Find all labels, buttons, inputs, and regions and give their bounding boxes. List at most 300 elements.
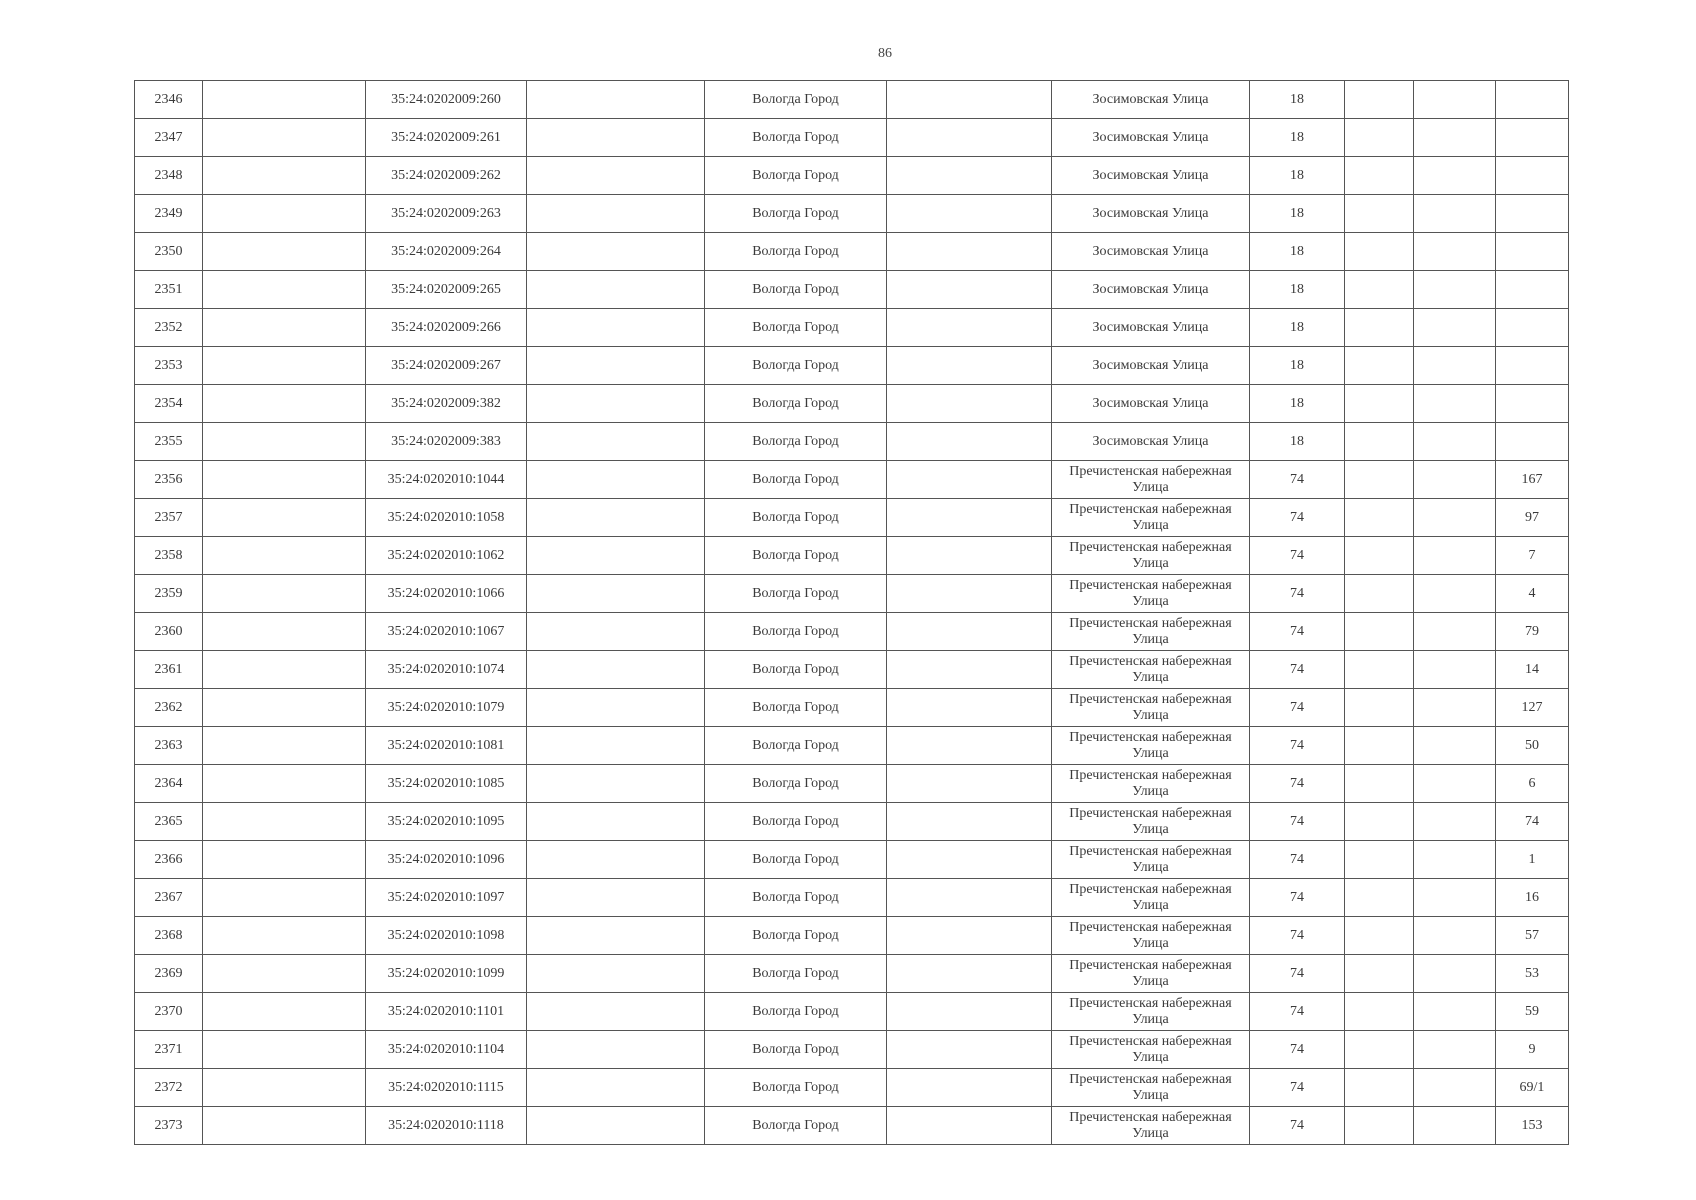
cadastral-number-cell: 35:24:0202009:260 [366, 81, 527, 119]
empty-cell [1345, 613, 1414, 651]
apartment-number-cell: 127 [1496, 689, 1569, 727]
table-row [135, 993, 1569, 1031]
city-cell: Вологда Город [705, 651, 887, 689]
empty-cell [1345, 271, 1414, 309]
table-row [135, 195, 1569, 233]
table-row [135, 233, 1569, 271]
empty-cell [203, 423, 366, 461]
empty-cell [1345, 993, 1414, 1031]
empty-cell [887, 119, 1052, 157]
apartment-number-cell: 9 [1496, 1031, 1569, 1069]
cadastral-number-cell: 35:24:0202010:1058 [366, 499, 527, 537]
house-number-cell: 74 [1250, 955, 1345, 993]
house-number-cell: 74 [1250, 993, 1345, 1031]
empty-cell [527, 613, 705, 651]
empty-cell [887, 1031, 1052, 1069]
empty-cell [203, 271, 366, 309]
city-cell: Вологда Город [705, 157, 887, 195]
empty-cell [203, 575, 366, 613]
house-number-cell: 74 [1250, 1031, 1345, 1069]
empty-cell [203, 537, 366, 575]
cadastral-number-cell: 35:24:0202009:264 [366, 233, 527, 271]
apartment-number-cell: 97 [1496, 499, 1569, 537]
city-cell: Вологда Город [705, 233, 887, 271]
empty-cell [203, 765, 366, 803]
row-number-cell: 2367 [135, 879, 203, 917]
page-number: 86 [878, 46, 892, 61]
row-number-cell: 2364 [135, 765, 203, 803]
house-number-cell: 74 [1250, 461, 1345, 499]
empty-cell [203, 81, 366, 119]
street-cell: Зосимовская Улица [1052, 347, 1250, 385]
table-row [135, 689, 1569, 727]
street-cell: Пречистенская набережная Улица [1052, 651, 1250, 689]
row-number-cell: 2352 [135, 309, 203, 347]
apartment-number-cell: 59 [1496, 993, 1569, 1031]
row-number-cell: 2359 [135, 575, 203, 613]
street-cell: Пречистенская набережная Улица [1052, 879, 1250, 917]
empty-cell [1345, 689, 1414, 727]
empty-cell [887, 499, 1052, 537]
empty-cell [1345, 955, 1414, 993]
row-number-cell: 2357 [135, 499, 203, 537]
cadastral-number-cell: 35:24:0202010:1081 [366, 727, 527, 765]
empty-cell [1414, 233, 1496, 271]
cadastral-number-cell: 35:24:0202009:262 [366, 157, 527, 195]
table-row [135, 385, 1569, 423]
apartment-number-cell [1496, 385, 1569, 423]
cadastral-number-cell: 35:24:0202010:1098 [366, 917, 527, 955]
city-cell: Вологда Город [705, 993, 887, 1031]
empty-cell [1414, 347, 1496, 385]
street-cell: Пречистенская набережная Улица [1052, 841, 1250, 879]
empty-cell [887, 347, 1052, 385]
cadastral-number-cell: 35:24:0202009:266 [366, 309, 527, 347]
street-cell: Пречистенская набережная Улица [1052, 499, 1250, 537]
table-row [135, 309, 1569, 347]
empty-cell [1414, 81, 1496, 119]
empty-cell [1345, 575, 1414, 613]
empty-cell [887, 461, 1052, 499]
row-number-cell: 2370 [135, 993, 203, 1031]
empty-cell [887, 1069, 1052, 1107]
city-cell: Вологда Город [705, 385, 887, 423]
table-row [135, 1069, 1569, 1107]
row-number-cell: 2348 [135, 157, 203, 195]
row-number-cell: 2358 [135, 537, 203, 575]
city-cell: Вологда Город [705, 271, 887, 309]
empty-cell [203, 613, 366, 651]
empty-cell [887, 157, 1052, 195]
city-cell: Вологда Город [705, 955, 887, 993]
house-number-cell: 18 [1250, 195, 1345, 233]
empty-cell [203, 1069, 366, 1107]
empty-cell [203, 195, 366, 233]
empty-cell [1414, 499, 1496, 537]
street-cell: Пречистенская набережная Улица [1052, 1107, 1250, 1145]
street-cell: Зосимовская Улица [1052, 271, 1250, 309]
empty-cell [1414, 1031, 1496, 1069]
empty-cell [203, 157, 366, 195]
empty-cell [1414, 1069, 1496, 1107]
cadastral-number-cell: 35:24:0202009:261 [366, 119, 527, 157]
empty-cell [887, 81, 1052, 119]
empty-cell [1345, 119, 1414, 157]
house-number-cell: 74 [1250, 1107, 1345, 1145]
city-cell: Вологда Город [705, 537, 887, 575]
table-row [135, 537, 1569, 575]
empty-cell [203, 347, 366, 385]
empty-cell [1345, 233, 1414, 271]
empty-cell [1414, 841, 1496, 879]
row-number-cell: 2361 [135, 651, 203, 689]
empty-cell [887, 309, 1052, 347]
table-row [135, 461, 1569, 499]
apartment-number-cell [1496, 347, 1569, 385]
empty-cell [1414, 575, 1496, 613]
empty-cell [1345, 157, 1414, 195]
house-number-cell: 74 [1250, 765, 1345, 803]
table-row [135, 271, 1569, 309]
house-number-cell: 74 [1250, 917, 1345, 955]
table-row [135, 119, 1569, 157]
empty-cell [1345, 651, 1414, 689]
city-cell: Вологда Город [705, 1031, 887, 1069]
cadastral-number-cell: 35:24:0202009:265 [366, 271, 527, 309]
empty-cell [887, 271, 1052, 309]
cadastral-number-cell: 35:24:0202010:1118 [366, 1107, 527, 1145]
city-cell: Вологда Город [705, 81, 887, 119]
house-number-cell: 18 [1250, 81, 1345, 119]
street-cell: Пречистенская набережная Улица [1052, 1031, 1250, 1069]
house-number-cell: 18 [1250, 119, 1345, 157]
empty-cell [1345, 765, 1414, 803]
empty-cell [203, 879, 366, 917]
empty-cell [1414, 613, 1496, 651]
house-number-cell: 74 [1250, 613, 1345, 651]
street-cell: Пречистенская набережная Улица [1052, 917, 1250, 955]
empty-cell [527, 309, 705, 347]
empty-cell [203, 309, 366, 347]
empty-cell [1345, 841, 1414, 879]
empty-cell [1345, 917, 1414, 955]
empty-cell [887, 765, 1052, 803]
empty-cell [1345, 347, 1414, 385]
apartment-number-cell: 53 [1496, 955, 1569, 993]
apartment-number-cell: 50 [1496, 727, 1569, 765]
apartment-number-cell: 1 [1496, 841, 1569, 879]
empty-cell [887, 879, 1052, 917]
empty-cell [1414, 271, 1496, 309]
row-number-cell: 2373 [135, 1107, 203, 1145]
empty-cell [887, 803, 1052, 841]
row-number-cell: 2350 [135, 233, 203, 271]
street-cell: Зосимовская Улица [1052, 81, 1250, 119]
empty-cell [527, 1069, 705, 1107]
street-cell: Зосимовская Улица [1052, 195, 1250, 233]
table-row [135, 727, 1569, 765]
city-cell: Вологда Город [705, 689, 887, 727]
empty-cell [203, 499, 366, 537]
empty-cell [527, 499, 705, 537]
empty-cell [527, 537, 705, 575]
row-number-cell: 2349 [135, 195, 203, 233]
city-cell: Вологда Город [705, 195, 887, 233]
empty-cell [527, 1107, 705, 1145]
street-cell: Пречистенская набережная Улица [1052, 689, 1250, 727]
street-cell: Зосимовская Улица [1052, 309, 1250, 347]
apartment-number-cell: 6 [1496, 765, 1569, 803]
registry-rows [135, 81, 1569, 1145]
house-number-cell: 74 [1250, 841, 1345, 879]
city-cell: Вологда Город [705, 727, 887, 765]
empty-cell [887, 689, 1052, 727]
row-number-cell: 2363 [135, 727, 203, 765]
empty-cell [1345, 309, 1414, 347]
cadastral-number-cell: 35:24:0202009:382 [366, 385, 527, 423]
table-row [135, 1031, 1569, 1069]
table-row [135, 81, 1569, 119]
empty-cell [1414, 917, 1496, 955]
apartment-number-cell: 167 [1496, 461, 1569, 499]
apartment-number-cell: 79 [1496, 613, 1569, 651]
city-cell: Вологда Город [705, 917, 887, 955]
empty-cell [887, 575, 1052, 613]
empty-cell [203, 955, 366, 993]
city-cell: Вологда Город [705, 613, 887, 651]
empty-cell [527, 347, 705, 385]
empty-cell [1345, 803, 1414, 841]
city-cell: Вологда Город [705, 347, 887, 385]
empty-cell [887, 1107, 1052, 1145]
empty-cell [1414, 803, 1496, 841]
cadastral-number-cell: 35:24:0202010:1104 [366, 1031, 527, 1069]
row-number-cell: 2353 [135, 347, 203, 385]
cadastral-number-cell: 35:24:0202009:263 [366, 195, 527, 233]
empty-cell [1414, 993, 1496, 1031]
empty-cell [527, 689, 705, 727]
cadastral-number-cell: 35:24:0202010:1067 [366, 613, 527, 651]
house-number-cell: 18 [1250, 271, 1345, 309]
empty-cell [527, 727, 705, 765]
house-number-cell: 74 [1250, 651, 1345, 689]
empty-cell [1345, 1069, 1414, 1107]
apartment-number-cell [1496, 271, 1569, 309]
empty-cell [527, 461, 705, 499]
apartment-number-cell: 74 [1496, 803, 1569, 841]
apartment-number-cell: 16 [1496, 879, 1569, 917]
empty-cell [527, 651, 705, 689]
house-number-cell: 18 [1250, 347, 1345, 385]
empty-cell [1414, 423, 1496, 461]
house-number-cell: 74 [1250, 689, 1345, 727]
empty-cell [1414, 651, 1496, 689]
empty-cell [887, 651, 1052, 689]
row-number-cell: 2360 [135, 613, 203, 651]
street-cell: Пречистенская набережная Улица [1052, 727, 1250, 765]
city-cell: Вологда Город [705, 309, 887, 347]
empty-cell [527, 119, 705, 157]
empty-cell [527, 955, 705, 993]
empty-cell [1414, 955, 1496, 993]
empty-cell [527, 765, 705, 803]
row-number-cell: 2369 [135, 955, 203, 993]
cadastral-number-cell: 35:24:0202010:1115 [366, 1069, 527, 1107]
street-cell: Пречистенская набережная Улица [1052, 765, 1250, 803]
apartment-number-cell [1496, 195, 1569, 233]
empty-cell [203, 461, 366, 499]
house-number-cell: 18 [1250, 423, 1345, 461]
apartment-number-cell: 57 [1496, 917, 1569, 955]
city-cell: Вологда Город [705, 461, 887, 499]
empty-cell [1414, 537, 1496, 575]
city-cell: Вологда Город [705, 119, 887, 157]
house-number-cell: 18 [1250, 233, 1345, 271]
house-number-cell: 18 [1250, 385, 1345, 423]
row-number-cell: 2362 [135, 689, 203, 727]
house-number-cell: 74 [1250, 499, 1345, 537]
row-number-cell: 2351 [135, 271, 203, 309]
table-row [135, 157, 1569, 195]
empty-cell [1345, 385, 1414, 423]
empty-cell [203, 689, 366, 727]
empty-cell [527, 993, 705, 1031]
table-row [135, 765, 1569, 803]
cadastral-number-cell: 35:24:0202010:1085 [366, 765, 527, 803]
table-row [135, 917, 1569, 955]
city-cell: Вологда Город [705, 803, 887, 841]
empty-cell [887, 993, 1052, 1031]
apartment-number-cell: 153 [1496, 1107, 1569, 1145]
registry-table [134, 80, 1569, 1145]
street-cell: Зосимовская Улица [1052, 423, 1250, 461]
empty-cell [1345, 81, 1414, 119]
street-cell: Пречистенская набережная Улица [1052, 575, 1250, 613]
street-cell: Зосимовская Улица [1052, 157, 1250, 195]
table-row [135, 879, 1569, 917]
empty-cell [203, 119, 366, 157]
house-number-cell: 74 [1250, 879, 1345, 917]
empty-cell [1414, 119, 1496, 157]
empty-cell [527, 1031, 705, 1069]
table-row [135, 651, 1569, 689]
house-number-cell: 18 [1250, 309, 1345, 347]
empty-cell [527, 233, 705, 271]
empty-cell [887, 537, 1052, 575]
row-number-cell: 2372 [135, 1069, 203, 1107]
cadastral-number-cell: 35:24:0202010:1079 [366, 689, 527, 727]
empty-cell [1414, 727, 1496, 765]
empty-cell [203, 385, 366, 423]
table-row [135, 803, 1569, 841]
street-cell: Пречистенская набережная Улица [1052, 461, 1250, 499]
empty-cell [527, 879, 705, 917]
street-cell: Зосимовская Улица [1052, 385, 1250, 423]
empty-cell [1414, 765, 1496, 803]
empty-cell [527, 81, 705, 119]
empty-cell [527, 575, 705, 613]
city-cell: Вологда Город [705, 499, 887, 537]
house-number-cell: 74 [1250, 1069, 1345, 1107]
empty-cell [203, 1107, 366, 1145]
street-cell: Пречистенская набережная Улица [1052, 537, 1250, 575]
empty-cell [887, 423, 1052, 461]
row-number-cell: 2354 [135, 385, 203, 423]
city-cell: Вологда Город [705, 1069, 887, 1107]
row-number-cell: 2347 [135, 119, 203, 157]
city-cell: Вологда Город [705, 423, 887, 461]
row-number-cell: 2346 [135, 81, 203, 119]
apartment-number-cell [1496, 119, 1569, 157]
cadastral-number-cell: 35:24:0202009:267 [366, 347, 527, 385]
city-cell: Вологда Город [705, 1107, 887, 1145]
apartment-number-cell: 69/1 [1496, 1069, 1569, 1107]
cadastral-number-cell: 35:24:0202010:1099 [366, 955, 527, 993]
empty-cell [527, 803, 705, 841]
empty-cell [1345, 423, 1414, 461]
cadastral-number-cell: 35:24:0202010:1097 [366, 879, 527, 917]
row-number-cell: 2371 [135, 1031, 203, 1069]
table-row [135, 347, 1569, 385]
table-row [135, 499, 1569, 537]
row-number-cell: 2356 [135, 461, 203, 499]
cadastral-number-cell: 35:24:0202010:1095 [366, 803, 527, 841]
house-number-cell: 74 [1250, 575, 1345, 613]
row-number-cell: 2365 [135, 803, 203, 841]
cadastral-number-cell: 35:24:0202010:1044 [366, 461, 527, 499]
empty-cell [203, 841, 366, 879]
empty-cell [527, 385, 705, 423]
empty-cell [1345, 727, 1414, 765]
empty-cell [1345, 1107, 1414, 1145]
empty-cell [203, 917, 366, 955]
street-cell: Пречистенская набережная Улица [1052, 955, 1250, 993]
cadastral-number-cell: 35:24:0202010:1096 [366, 841, 527, 879]
empty-cell [203, 803, 366, 841]
empty-cell [203, 651, 366, 689]
apartment-number-cell [1496, 81, 1569, 119]
table-row [135, 575, 1569, 613]
city-cell: Вологда Город [705, 765, 887, 803]
empty-cell [887, 195, 1052, 233]
empty-cell [1345, 499, 1414, 537]
apartment-number-cell: 14 [1496, 651, 1569, 689]
empty-cell [203, 993, 366, 1031]
empty-cell [527, 271, 705, 309]
empty-cell [1345, 879, 1414, 917]
street-cell: Зосимовская Улица [1052, 119, 1250, 157]
table-row [135, 423, 1569, 461]
empty-cell [1414, 1107, 1496, 1145]
city-cell: Вологда Город [705, 575, 887, 613]
city-cell: Вологда Город [705, 841, 887, 879]
empty-cell [527, 423, 705, 461]
city-cell: Вологда Город [705, 879, 887, 917]
house-number-cell: 74 [1250, 803, 1345, 841]
empty-cell [1345, 537, 1414, 575]
empty-cell [1414, 385, 1496, 423]
empty-cell [203, 1031, 366, 1069]
empty-cell [887, 727, 1052, 765]
house-number-cell: 18 [1250, 157, 1345, 195]
empty-cell [887, 385, 1052, 423]
empty-cell [527, 841, 705, 879]
apartment-number-cell [1496, 157, 1569, 195]
empty-cell [1414, 309, 1496, 347]
empty-cell [1414, 689, 1496, 727]
empty-cell [527, 195, 705, 233]
table-row [135, 955, 1569, 993]
